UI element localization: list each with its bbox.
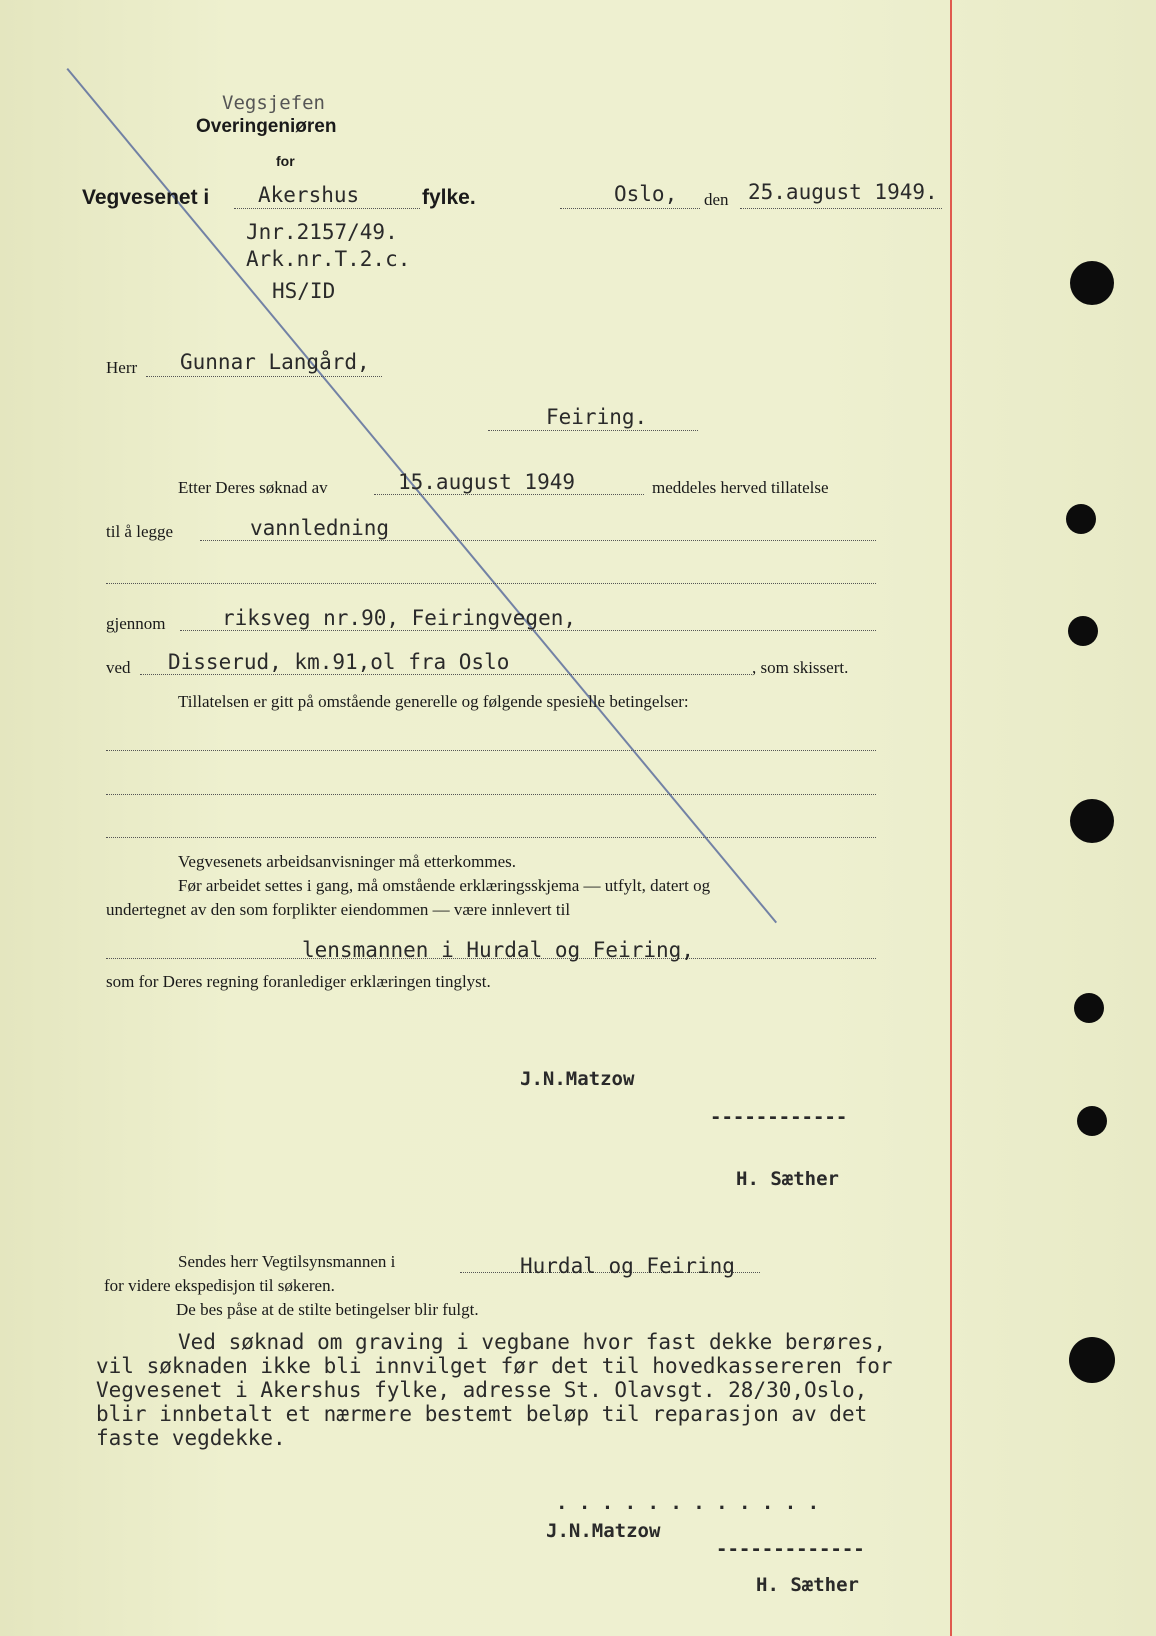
som-skissert: , som skissert. <box>752 658 849 677</box>
herr-label: Herr <box>106 358 138 377</box>
recipient-name-line <box>146 376 382 377</box>
journal-number: Jnr.2157/49. <box>246 220 398 244</box>
county-line <box>234 208 420 209</box>
recipient-name: Gunnar Langård, <box>180 350 370 374</box>
place-value: Oslo, <box>614 182 678 206</box>
punch-hole-7 <box>1069 1337 1115 1383</box>
application-date: 15.august 1949 <box>398 470 576 494</box>
location-line <box>140 674 752 675</box>
signature-dots-2: . . . . . . . . . . . . <box>556 1492 820 1514</box>
blank-line-1 <box>106 583 876 584</box>
place-line <box>560 208 700 209</box>
conditions-text: Tillatelsen er gitt på omstående generelle og følgende spesielle betingelser: <box>178 692 689 711</box>
permit-location: Disserud, km.91,ol fra Oslo <box>168 650 510 674</box>
vegvesenet-label: Vegvesenet i <box>82 186 210 209</box>
permit-what: vannledning <box>250 516 390 540</box>
legge-label: til å legge <box>106 522 174 541</box>
punch-hole-2 <box>1066 504 1096 534</box>
recipient-place-line <box>488 430 698 431</box>
for-videre-text: for videre ekspedisjon til søkeren. <box>104 1276 335 1295</box>
signature-saether: H. Sæther <box>736 1168 839 1190</box>
through-line <box>180 630 876 631</box>
county-value: Akershus <box>258 183 360 207</box>
den-label: den <box>704 190 729 209</box>
note-line4: blir innbetalt et nærmere bestemt beløp til reparasjon av det <box>96 1402 868 1426</box>
instructions-line3: undertegnet av den som forplikter eiendommen — være innlevert til <box>106 900 571 919</box>
ved-label: ved <box>106 658 131 677</box>
de-bes-text: De bes påse at de stilte betingelser blir fulgt. <box>176 1300 479 1319</box>
note-line1: Ved søknad om graving i vegbane hvor fast dekke berøres, <box>178 1330 887 1354</box>
punch-hole-6 <box>1077 1106 1107 1136</box>
what-line <box>200 540 876 541</box>
blank-line-2 <box>106 750 876 751</box>
sendes-text: Sendes herr Vegtilsynsmannen i <box>178 1252 396 1271</box>
fylke-label: fylke. <box>422 186 476 209</box>
gjennom-label: gjennom <box>106 614 166 633</box>
forwarding-district: Hurdal og Feiring <box>520 1254 735 1278</box>
letter-date: 25.august 1949. <box>748 180 938 204</box>
archive-number: Ark.nr.T.2.c. <box>246 247 411 271</box>
note-line2: vil søknaden ikke bli innvilget før det til hovedkassereren for <box>96 1354 893 1378</box>
stamp-overingenioren: Overingeniøren <box>196 116 337 137</box>
date-line <box>740 208 942 209</box>
punch-hole-3 <box>1068 616 1098 646</box>
note-line5: faste vegdekke. <box>96 1426 286 1450</box>
initials: HS/ID <box>272 279 336 303</box>
instructions-recipient: lensmannen i Hurdal og Feiring, <box>302 938 694 962</box>
signature-saether-2: H. Sæther <box>756 1574 859 1596</box>
margin-red-line <box>950 0 952 1636</box>
signature-dashes: ------------ <box>710 1106 848 1128</box>
permit-through: riksveg nr.90, Feiringvegen, <box>222 606 577 630</box>
signature-dashes-2: ------------- <box>716 1538 865 1560</box>
note-line3: Vegvesenet i Akershus fylke, adresse St. Olavsgt. 28/30,Oslo, <box>96 1378 868 1402</box>
signature-matzow-2: J.N.Matzow <box>546 1520 661 1542</box>
blank-line-3 <box>106 794 876 795</box>
punch-hole-4 <box>1070 799 1114 843</box>
punch-hole-1 <box>1070 261 1114 305</box>
header-for: for <box>276 153 295 169</box>
signature-matzow: J.N.Matzow <box>520 1068 635 1090</box>
instructions-line4: som for Deres regning foranlediger erklæringen tinglyst. <box>106 972 491 991</box>
instructions-line2: Før arbeidet settes i gang, må omstående erklæringsskjema — utfylt, datert og <box>178 876 711 895</box>
meddeles-text: meddeles herved tillatelse <box>652 478 829 497</box>
application-date-line <box>374 494 644 495</box>
instructions-line1: Vegvesenets arbeidsanvisninger må etterkommes. <box>178 852 517 871</box>
recipient-place: Feiring. <box>546 405 648 429</box>
stamp-vegsjefen: Vegsjefen <box>222 92 325 114</box>
punch-hole-5 <box>1074 993 1104 1023</box>
etter-label: Etter Deres søknad av <box>178 478 328 497</box>
blank-line-4 <box>106 837 876 838</box>
